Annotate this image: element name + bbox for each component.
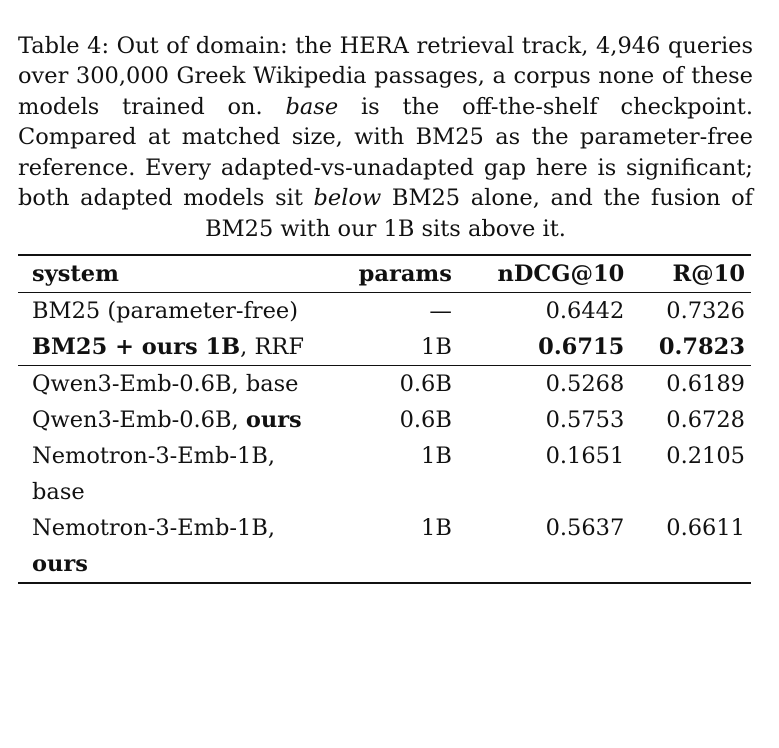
system-suffix-text: , RRF — [240, 334, 304, 360]
table-row — [18, 366, 751, 403]
params-cell: — — [429, 298, 452, 324]
params-cell: 0.6B — [399, 371, 452, 397]
model-group — [18, 366, 751, 584]
system-text: Nemotron-3-Emb-1B, — [32, 515, 276, 541]
system-bold-text: ours — [32, 551, 88, 577]
recall-cell: 0.6728 — [666, 407, 745, 433]
system-text: Qwen3-Emb-0.6B, — [32, 407, 239, 433]
ndcg-cell: 0.6442 — [545, 298, 625, 324]
caption-text-part-3: BM25 alone, and the fusion of BM25 with our 1B sits above it. — [205, 185, 753, 242]
ndcg-cell: 0.5753 — [545, 407, 625, 433]
header-params: params — [358, 261, 452, 287]
system-cell — [18, 510, 336, 583]
params-cell: 0.6B — [399, 407, 452, 433]
table-row — [18, 510, 751, 583]
table-row — [18, 438, 751, 510]
system-cell — [18, 402, 336, 438]
system-cell — [18, 329, 336, 366]
caption-below-term: below — [313, 185, 382, 211]
caption-text-part-1: Out of domain: the HERA retrieval track, 4,946 queries over 300,000 Greek Wikipedia passages, a corpus none of these models trained on. — [18, 32, 754, 120]
caption-label: Table 4: — [18, 32, 110, 59]
system-cell: Nemotron-3-Emb-1B, base — [32, 443, 276, 505]
caption-base-term: base — [285, 93, 339, 120]
header-system: system — [32, 261, 119, 287]
system-bold-text: ours — [245, 407, 302, 433]
recall-cell: 0.6611 — [666, 515, 745, 541]
reference-group — [18, 293, 751, 366]
recall-cell: 0.7823 — [658, 334, 745, 360]
header-ndcg: nDCG@10 — [497, 261, 625, 287]
system-cell: Qwen3-Emb-0.6B, base — [32, 371, 299, 397]
ndcg-cell: 0.5637 — [545, 515, 625, 541]
header-row — [18, 255, 751, 293]
params-cell: 1B — [421, 515, 452, 541]
ndcg-cell: 0.6715 — [538, 334, 625, 360]
params-cell: 1B — [421, 334, 452, 360]
system-bold-text: BM25 + ours 1B — [32, 334, 241, 360]
recall-cell: 0.2105 — [666, 443, 745, 469]
results-table — [18, 254, 751, 584]
recall-cell: 0.7326 — [666, 298, 745, 324]
caption-text-part-2: is the off-the-shelf checkpoint. Compared at matched size, with BM25 as the parameter-free reference. Every adapted-vs-unadapted gap here is significant; both adapted models sit — [18, 93, 753, 211]
table-row — [18, 293, 751, 330]
recall-cell: 0.6189 — [666, 371, 745, 397]
ndcg-cell: 0.1651 — [545, 443, 625, 469]
table-caption — [18, 31, 753, 245]
ndcg-cell: 0.5268 — [545, 371, 625, 397]
system-cell: BM25 (parameter-free) — [32, 298, 298, 324]
table-row — [18, 402, 751, 438]
table-row — [18, 329, 751, 366]
params-cell: 1B — [421, 443, 452, 469]
header-recall: R@10 — [672, 261, 745, 287]
